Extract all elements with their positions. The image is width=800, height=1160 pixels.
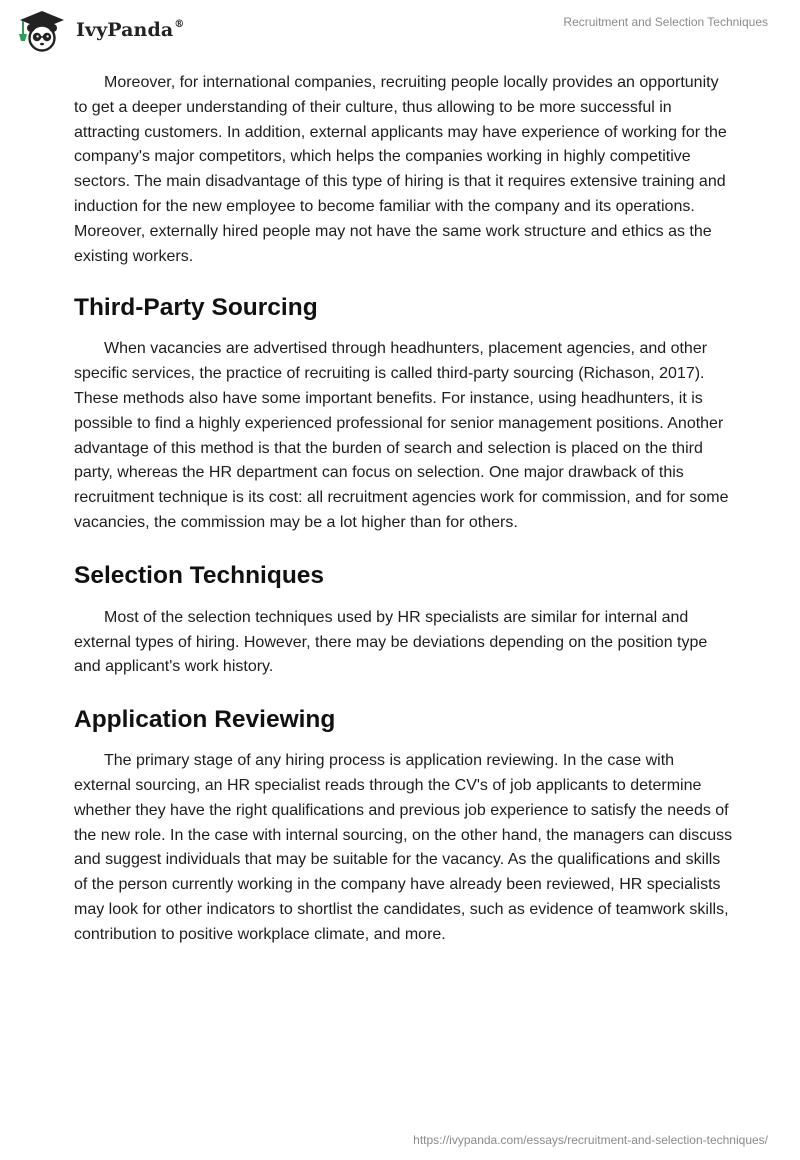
paragraph: The primary stage of any hiring process is application reviewing. In the case with external sourcing, an HR specialist reads through the CV's of job applicants to determine whether they have the right qualifications and previous job experience to satisfy the needs of the new role. In the case with internal sourcing, on the other hand, the managers can discuss and suggest individuals that may be suitable for the vacancy. As the qualifications and skills of the person currently working in the company have already been reviewed, HR specialists may look for other indicators to shortlist the candidates, such as evidence of teamwork skills, contribution to positive workplace climate, and more.: [74, 752, 733, 943]
paragraph: Most of the selection techniques used by HR specialists are similar for internal and external types of hiring. However, there may be deviations depending on the position type and applicant's work history.: [74, 608, 708, 676]
essay-content: [74, 71, 734, 948]
brand-name: IvyPanda®: [76, 19, 185, 41]
document-title: Recruitment and Selection Techniques: [563, 15, 768, 29]
section-heading-selection-techniques: Selection Techniques: [74, 561, 325, 589]
footer-url-link[interactable]: https://ivypanda.com/essays/recruitment-and-selection-techniques/: [413, 1133, 768, 1147]
paragraph: Moreover, for international companies, recruiting people locally provides an opportunity to get a deeper understanding of their culture, thus allowing to be more successful in attracting customers. In addition, external applicants may have experience of working for the company's major competitors, which helps the companies working in highly competitive sectors. The main disadvantage of this type of hiring is that it requires extensive training and induction for the new employee to become familiar with the company and its operations. Moreover, externally hired people may not have the same work structure and ethics as the existing workers.: [74, 74, 727, 265]
section-heading-third-party-sourcing: Third-Party Sourcing: [74, 294, 318, 322]
registered-mark: ®: [174, 19, 185, 30]
paragraph: When vacancies are advertised through headhunters, placement agencies, and other specific services, the practice of recruiting is called third-party sourcing (Richason, 2017). These methods also have some important benefits. For instance, using headhunters, it is possible to find a highly experienced professional for senior management positions. Another advantage of this method is that the burden of search and selection is placed on the third party, whereas the HR department can focus on selection. One major drawback of this recruitment technique is its cost: all recruitment agencies work for commission, and for some vacancies, the commission may be a lot higher than for others.: [74, 340, 729, 531]
page-header: [0, 0, 800, 60]
brand-logo[interactable]: [14, 8, 184, 52]
panda-graduate-icon: [14, 8, 70, 52]
section-heading-application-reviewing: Application Reviewing: [74, 706, 336, 734]
